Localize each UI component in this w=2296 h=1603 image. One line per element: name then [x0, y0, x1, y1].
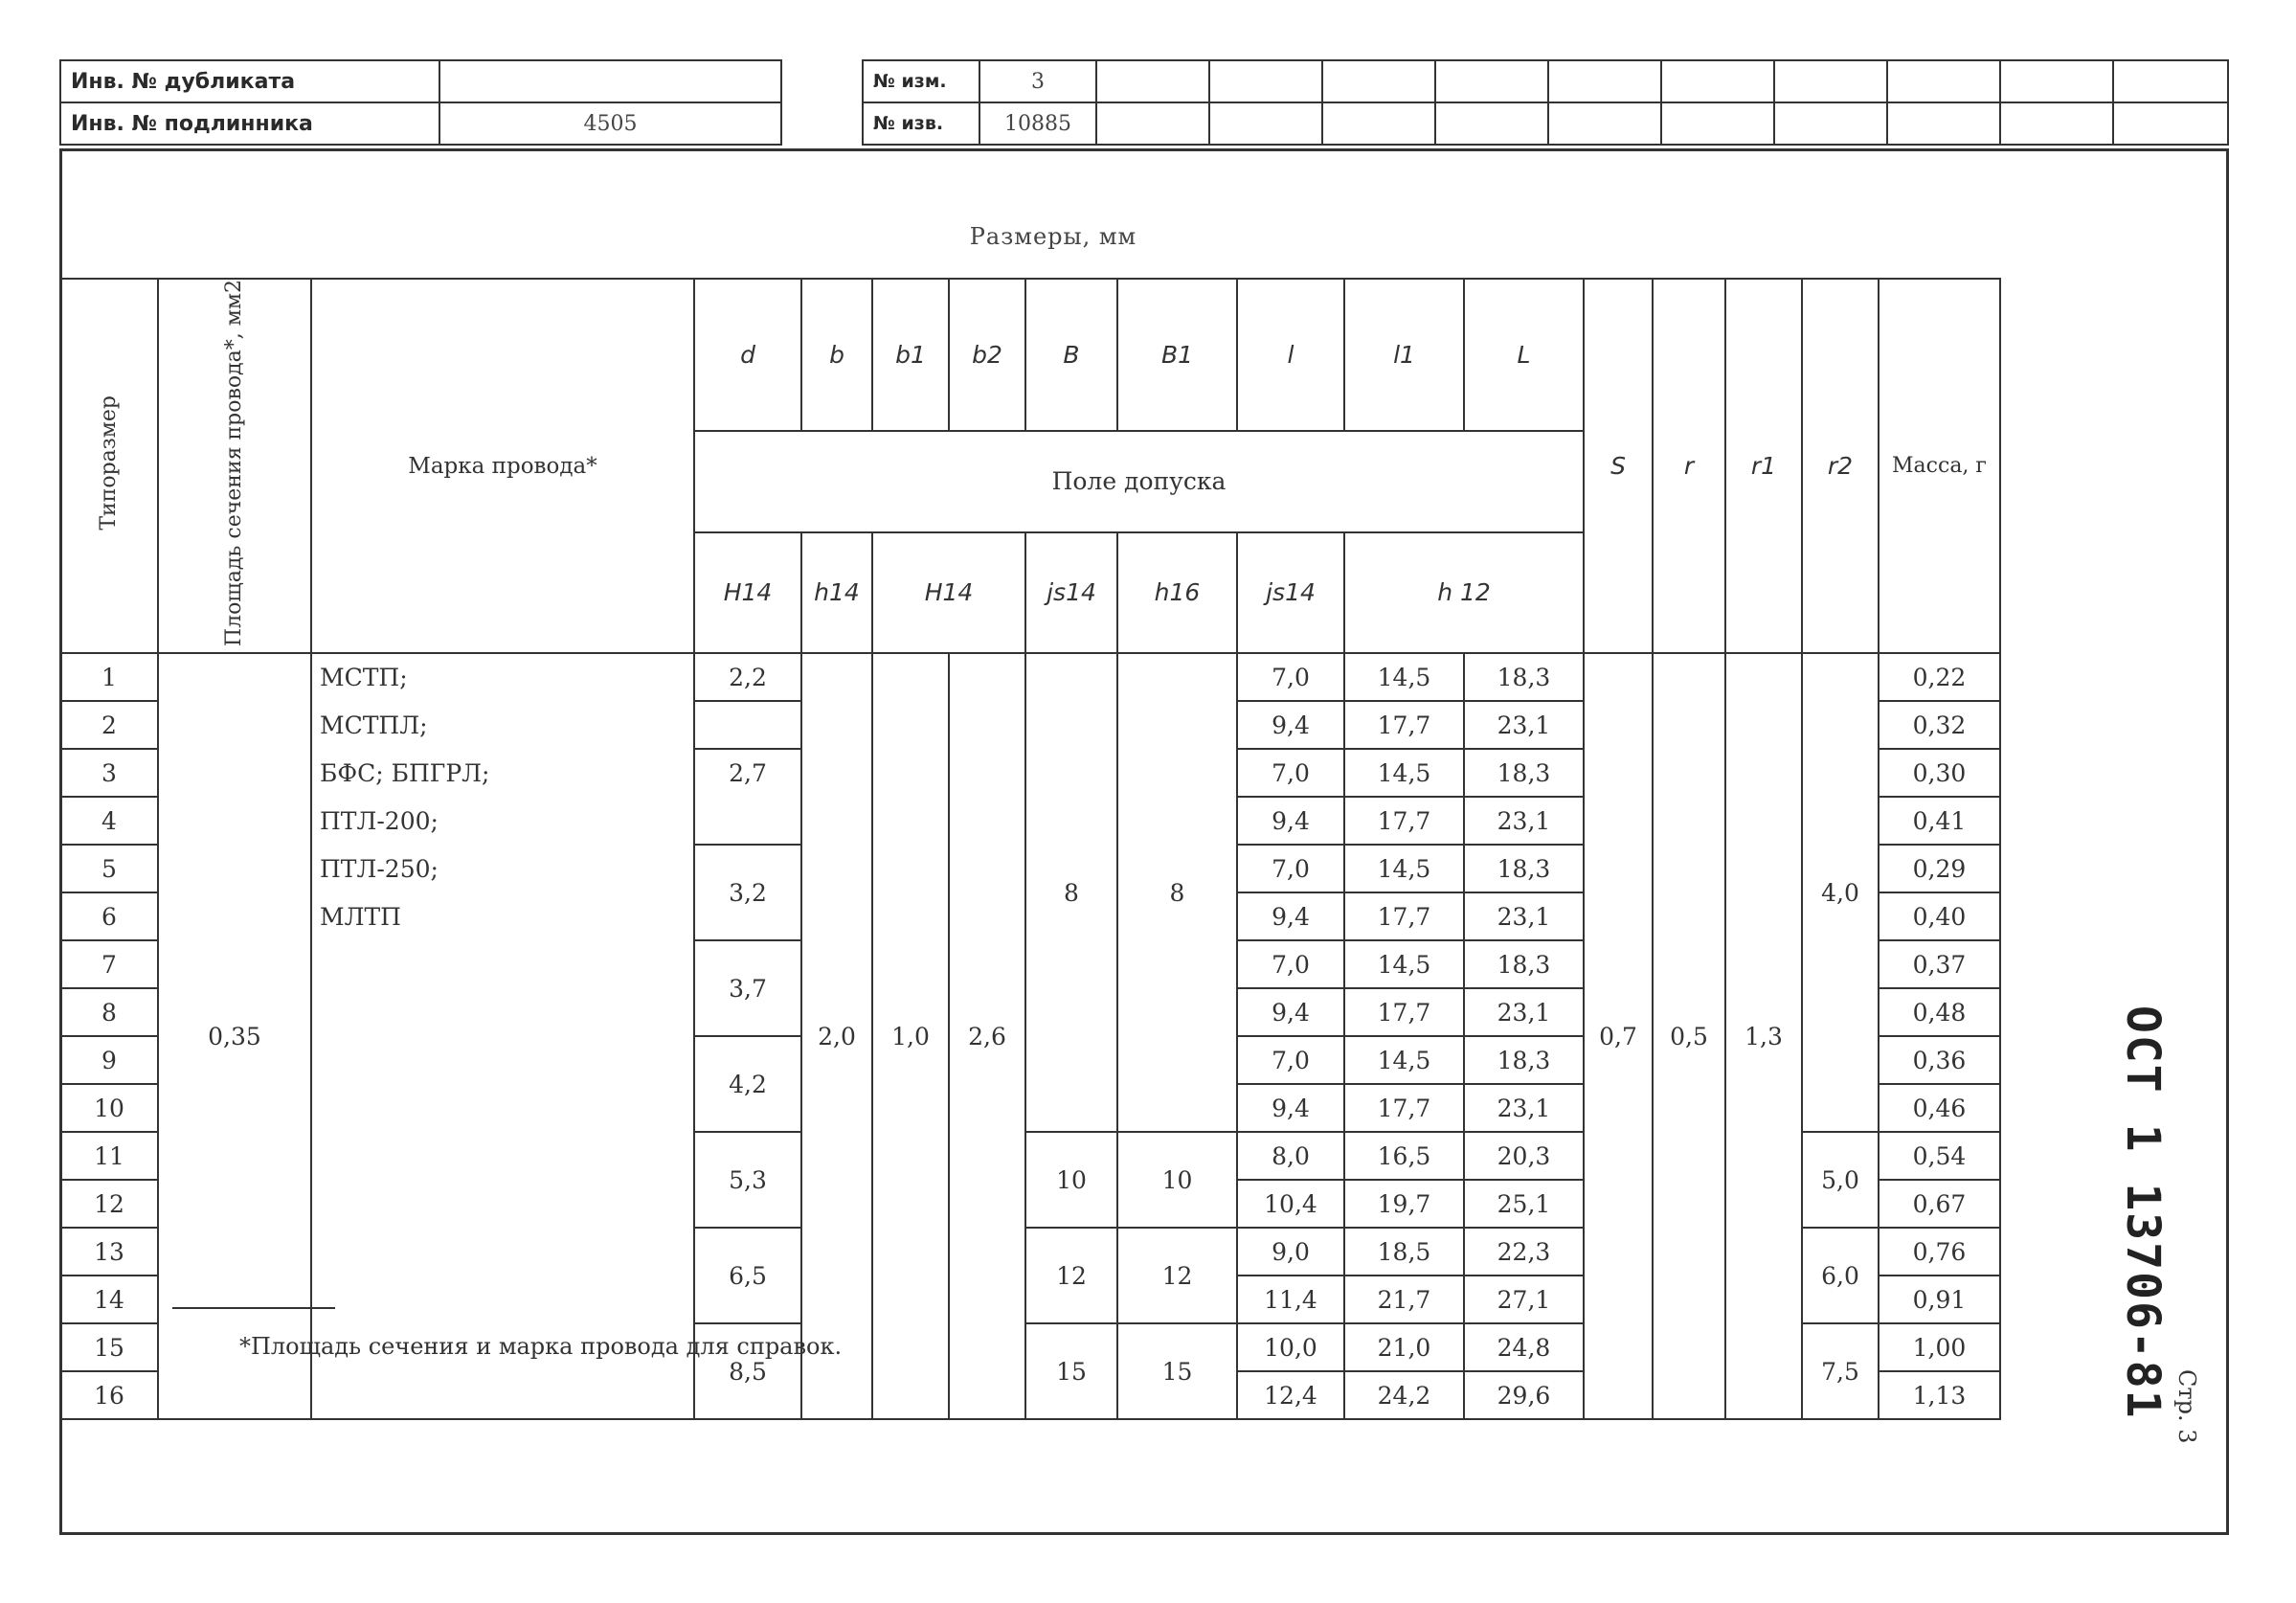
col-r2-header: r2 — [1802, 279, 1879, 653]
r2-value: 7,5 — [1802, 1323, 1879, 1419]
izv-label: № изв. — [863, 102, 979, 145]
B1-value: 15 — [1117, 1323, 1237, 1419]
B-value: 10 — [1025, 1132, 1117, 1228]
mass-value: 0,30 — [1879, 749, 2000, 797]
area-value: 0,35 — [158, 653, 311, 1419]
d-value: 6,5 — [694, 1228, 801, 1323]
r2-value: 6,0 — [1802, 1228, 1879, 1323]
l1-value: 18,5 — [1344, 1228, 1464, 1276]
l-value: 8,0 — [1237, 1132, 1344, 1180]
l-value: 7,0 — [1237, 940, 1344, 988]
b-value: 2,0 — [801, 653, 872, 1419]
marka-item: ПТЛ-200; — [320, 807, 439, 836]
dim-B: B — [1025, 279, 1117, 431]
table-title: Размеры, мм — [969, 223, 1137, 250]
page-number: Стр. 3 — [2173, 1369, 2200, 1444]
l-value: 12,4 — [1237, 1371, 1344, 1419]
dim-d: d — [694, 279, 801, 431]
header-left-block — [59, 59, 782, 146]
l1-value: 17,7 — [1344, 701, 1464, 749]
L-value: 18,3 — [1464, 940, 1584, 988]
marka-list — [311, 653, 694, 1419]
mass-value: 1,00 — [1879, 1323, 2000, 1371]
mass-value: 1,13 — [1879, 1371, 2000, 1419]
dim-b1: b1 — [872, 279, 949, 431]
l-value: 9,4 — [1237, 701, 1344, 749]
L-value: 18,3 — [1464, 653, 1584, 701]
d-value: 2,7 — [694, 749, 801, 845]
l1-value: 14,5 — [1344, 653, 1464, 701]
l-value: 7,0 — [1237, 1036, 1344, 1084]
l1-value: 16,5 — [1344, 1132, 1464, 1180]
B1-value: 10 — [1117, 1132, 1237, 1228]
row-number: 4 — [60, 797, 158, 845]
b2-value: 2,6 — [949, 653, 1025, 1419]
B1-value: 8 — [1117, 653, 1237, 1132]
d-value: 3,2 — [694, 845, 801, 940]
dimensions-table — [59, 278, 2001, 1420]
b1-value: 1,0 — [872, 653, 949, 1419]
izv-value: 10885 — [979, 102, 1096, 145]
row-number: 15 — [60, 1323, 158, 1371]
d-empty — [694, 701, 801, 749]
mass-value: 0,29 — [1879, 845, 2000, 892]
l-value: 9,4 — [1237, 988, 1344, 1036]
orig-label: Инв. № подлинника — [60, 102, 439, 145]
row-number: 16 — [60, 1371, 158, 1419]
tol-b: h14 — [801, 532, 872, 653]
mass-value: 0,76 — [1879, 1228, 2000, 1276]
l1-value: 17,7 — [1344, 988, 1464, 1036]
s-value: 0,7 — [1584, 653, 1653, 1419]
tol-d: H14 — [694, 532, 801, 653]
dim-B1: B1 — [1117, 279, 1237, 431]
B1-value: 12 — [1117, 1228, 1237, 1323]
mass-value: 0,36 — [1879, 1036, 2000, 1084]
dim-L: L — [1464, 279, 1584, 431]
marka-item: ПТЛ-250; — [320, 855, 439, 884]
row-number: 5 — [60, 845, 158, 892]
d-value: 8,5 — [694, 1323, 801, 1419]
l-value: 7,0 — [1237, 749, 1344, 797]
document-number: ОСТ 1 13706-81 — [2116, 1005, 2170, 1420]
tol-l1-L: h 12 — [1344, 532, 1584, 653]
col-r1-header: r1 — [1725, 279, 1802, 653]
r2-value: 4,0 — [1802, 653, 1879, 1132]
footnote-divider — [172, 1307, 335, 1309]
marka-item: МСТП; — [320, 664, 408, 692]
marka-item: МЛТП — [320, 903, 401, 932]
L-value: 23,1 — [1464, 892, 1584, 940]
l-value: 9,4 — [1237, 797, 1344, 845]
l1-value: 14,5 — [1344, 845, 1464, 892]
l1-value: 14,5 — [1344, 749, 1464, 797]
mass-value: 0,91 — [1879, 1276, 2000, 1323]
row-number: 1 — [60, 653, 158, 701]
mass-value: 0,41 — [1879, 797, 2000, 845]
tol-B1: h16 — [1117, 532, 1237, 653]
l1-value: 21,7 — [1344, 1276, 1464, 1323]
L-value: 18,3 — [1464, 1036, 1584, 1084]
mass-value: 0,40 — [1879, 892, 2000, 940]
row-number: 2 — [60, 701, 158, 749]
l1-value: 17,7 — [1344, 892, 1464, 940]
dim-b: b — [801, 279, 872, 431]
l-value: 7,0 — [1237, 845, 1344, 892]
l-value: 9,4 — [1237, 1084, 1344, 1132]
L-value: 23,1 — [1464, 701, 1584, 749]
l1-value: 19,7 — [1344, 1180, 1464, 1228]
dup-value — [439, 60, 781, 102]
l1-value: 24,2 — [1344, 1371, 1464, 1419]
dup-label: Инв. № дубликата — [60, 60, 439, 102]
area-header: Площадь сечения провода*, мм2 — [158, 279, 311, 653]
mass-value: 0,46 — [1879, 1084, 2000, 1132]
L-value: 18,3 — [1464, 845, 1584, 892]
l-value: 10,0 — [1237, 1323, 1344, 1371]
tol-b1-b2: H14 — [872, 532, 1025, 653]
r2-value: 5,0 — [1802, 1132, 1879, 1228]
l1-value: 17,7 — [1344, 797, 1464, 845]
mass-value: 0,54 — [1879, 1132, 2000, 1180]
orig-value: 4505 — [439, 102, 781, 145]
mass-header: Масса, г — [1879, 279, 2000, 653]
l1-value: 14,5 — [1344, 1036, 1464, 1084]
l-value: 10,4 — [1237, 1180, 1344, 1228]
col-s-header: S — [1584, 279, 1653, 653]
tol-l: js14 — [1237, 532, 1344, 653]
row-number: 6 — [60, 892, 158, 940]
L-value: 24,8 — [1464, 1323, 1584, 1371]
mass-value: 0,22 — [1879, 653, 2000, 701]
row-number: 14 — [60, 1276, 158, 1323]
L-value: 22,3 — [1464, 1228, 1584, 1276]
row-number: 10 — [60, 1084, 158, 1132]
l1-value: 17,7 — [1344, 1084, 1464, 1132]
row-number: 9 — [60, 1036, 158, 1084]
mass-value: 0,32 — [1879, 701, 2000, 749]
row-number: 8 — [60, 988, 158, 1036]
izm-value: 3 — [979, 60, 1096, 102]
L-value: 23,1 — [1464, 988, 1584, 1036]
tolerance-label: Поле допуска — [694, 431, 1584, 532]
L-value: 29,6 — [1464, 1371, 1584, 1419]
l-value: 11,4 — [1237, 1276, 1344, 1323]
row-number: 11 — [60, 1132, 158, 1180]
tiporazmer-header: Типоразмер — [60, 279, 158, 653]
l1-value: 14,5 — [1344, 940, 1464, 988]
d-value: 3,7 — [694, 940, 801, 1036]
r1-value: 1,3 — [1725, 653, 1802, 1419]
dim-l: l — [1237, 279, 1344, 431]
d-value: 5,3 — [694, 1132, 801, 1228]
dim-b2: b2 — [949, 279, 1025, 431]
B-value: 8 — [1025, 653, 1117, 1132]
B-value: 12 — [1025, 1228, 1117, 1323]
L-value: 23,1 — [1464, 797, 1584, 845]
B-value: 15 — [1025, 1323, 1117, 1419]
mass-value: 0,37 — [1879, 940, 2000, 988]
row-number: 13 — [60, 1228, 158, 1276]
r-value: 0,5 — [1653, 653, 1725, 1419]
l-value: 9,0 — [1237, 1228, 1344, 1276]
L-value: 18,3 — [1464, 749, 1584, 797]
col-r-header: r — [1653, 279, 1725, 653]
L-value: 27,1 — [1464, 1276, 1584, 1323]
row-number: 12 — [60, 1180, 158, 1228]
marka-header: Марка провода* — [311, 279, 694, 653]
mass-value: 0,48 — [1879, 988, 2000, 1036]
footnote: *Площадь сечения и марка провода для справок. — [239, 1333, 843, 1360]
l-value: 9,4 — [1237, 892, 1344, 940]
l1-value: 21,0 — [1344, 1323, 1464, 1371]
L-value: 23,1 — [1464, 1084, 1584, 1132]
d-value: 4,2 — [694, 1036, 801, 1132]
l-value: 7,0 — [1237, 653, 1344, 701]
row-number: 3 — [60, 749, 158, 797]
row-number: 7 — [60, 940, 158, 988]
dim-l1: l1 — [1344, 279, 1464, 431]
document-stamp — [2116, 1005, 2221, 1503]
izm-label: № изм. — [863, 60, 979, 102]
L-value: 20,3 — [1464, 1132, 1584, 1180]
marka-item: БФС; БПГРЛ; — [320, 759, 490, 788]
mass-value: 0,67 — [1879, 1180, 2000, 1228]
L-value: 25,1 — [1464, 1180, 1584, 1228]
header-right-block — [862, 59, 2229, 146]
d-value: 2,2 — [694, 653, 801, 701]
table-row — [60, 653, 2000, 701]
marka-item: МСТПЛ; — [320, 711, 428, 740]
tol-B: js14 — [1025, 532, 1117, 653]
